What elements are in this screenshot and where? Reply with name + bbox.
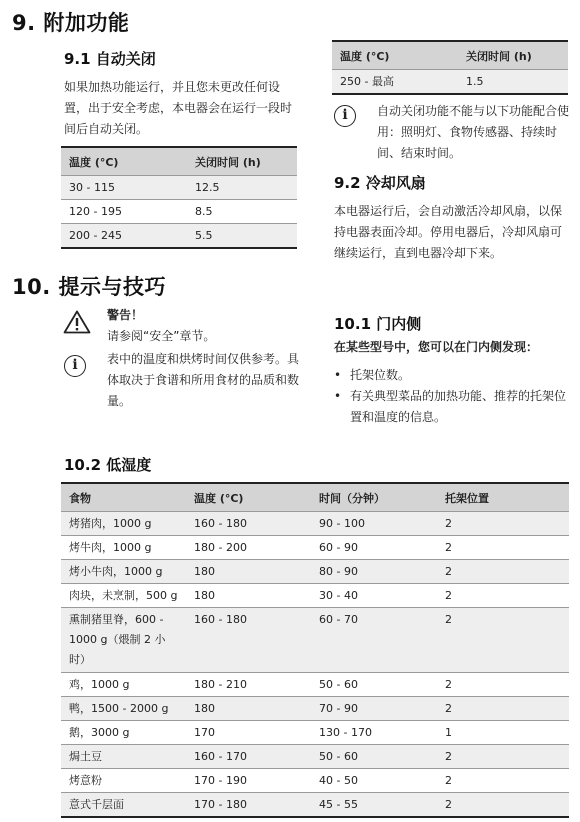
table-row [61, 560, 569, 584]
section-9-title: 9. 附加功能 [12, 11, 130, 35]
section-9-2-text: 本电器运行后，会自动激活冷却风扇，以保持电器表面冷却。停用电器后，冷却风扇可继续运行，直到电器冷却下来。 [334, 204, 563, 260]
section-9-1-text: 如果加热功能运行，并且您未更改任何设置，出于安全考虑，本电器会在运行一段时间后自动关闭。 [64, 80, 293, 136]
table-cell: 意式千层面 [61, 793, 186, 818]
table-row [61, 536, 569, 560]
table-cell: 180 [186, 560, 311, 584]
table-cell: 鹅，3000 g [61, 721, 186, 745]
warning-title: 警告！ [107, 308, 144, 322]
table-cell: 2 [437, 793, 569, 818]
column-header: 食物 [61, 483, 186, 512]
table-row [61, 769, 569, 793]
table-cell: 90 - 100 [311, 512, 437, 536]
section-10-1-title: 10.1 门内侧 [334, 315, 422, 333]
table-cell: 70 - 90 [311, 697, 437, 721]
table-row [61, 224, 297, 249]
warning-icon [63, 310, 91, 334]
door-info-list [334, 365, 570, 428]
table-cell: 180 - 210 [186, 673, 311, 697]
table-cell: 2 [437, 769, 569, 793]
table-cell: 170 - 190 [186, 769, 311, 793]
table-cell: 1 [437, 721, 569, 745]
table-cell: 鸡，1000 g [61, 673, 186, 697]
table-cell: 8.5 [187, 200, 297, 224]
table-cell: 160 - 170 [186, 745, 311, 769]
table-cell: 30 - 40 [311, 584, 437, 608]
table-cell: 180 - 200 [186, 536, 311, 560]
auto-off-table-continued [332, 40, 568, 95]
table-cell: 40 - 50 [311, 769, 437, 793]
tips-info-text: 表中的温度和烘烤时间仅供参考。具体取决于食谱和所用食材的品质和数量。 [107, 352, 300, 408]
table-cell: 80 - 90 [311, 560, 437, 584]
table-cell: 160 - 180 [186, 608, 311, 673]
section-10-1-lead: 在某些型号中，您可以在门内侧发现： [334, 340, 539, 354]
column-header: 温度 (°C) [332, 41, 458, 70]
table-row [61, 793, 569, 818]
table-cell: 12.5 [187, 176, 297, 200]
table-row [61, 584, 569, 608]
table-cell: 2 [437, 673, 569, 697]
section-10-title: 10. 提示与技巧 [12, 275, 167, 299]
table-header-row [61, 147, 297, 176]
section-9-2-title: 9.2 冷却风扇 [334, 174, 426, 192]
table-row [61, 721, 569, 745]
table-cell: 200 - 245 [61, 224, 187, 249]
table-cell: 2 [437, 536, 569, 560]
column-header: 关闭时间 (h) [187, 147, 297, 176]
section-10-2-title: 10.2 低湿度 [64, 456, 152, 474]
section-9-1-title: 9.1 自动关闭 [64, 50, 156, 68]
column-header: 托架位置 [437, 483, 569, 512]
table-header-row [61, 483, 569, 512]
table-row [61, 745, 569, 769]
warning-text: 请参阅“安全”章节。 [107, 329, 216, 343]
table-cell: 鸭，1500 - 2000 g [61, 697, 186, 721]
table-row [61, 200, 297, 224]
table-cell: 30 - 115 [61, 176, 187, 200]
table-cell: 2 [437, 584, 569, 608]
table-cell: 2 [437, 608, 569, 673]
table-row [61, 512, 569, 536]
table-cell: 烤小牛肉，1000 g [61, 560, 186, 584]
auto-off-note: 自动关闭功能不能与以下功能配合使用：照明灯、食物传感器、持续时间、结束时间。 [377, 104, 570, 160]
column-header: 时间（分钟） [311, 483, 437, 512]
table-header-row [332, 41, 568, 70]
table-cell: 50 - 60 [311, 745, 437, 769]
table-cell: 2 [437, 745, 569, 769]
table-cell: 熏制猪里脊，600 - 1000 g（煨制 2 小时） [61, 608, 186, 673]
table-cell: 180 [186, 697, 311, 721]
info-icon: i [64, 355, 86, 377]
table-row [61, 176, 297, 200]
column-header: 关闭时间 (h) [458, 41, 568, 70]
list-item: • 托架位数。 [334, 365, 570, 386]
info-icon: i [334, 105, 356, 127]
column-header: 温度 (°C) [61, 147, 187, 176]
table-cell: 2 [437, 560, 569, 584]
table-cell: 烤意粉 [61, 769, 186, 793]
table-cell: 1.5 [458, 70, 568, 95]
table-cell: 120 - 195 [61, 200, 187, 224]
auto-off-table [61, 146, 297, 249]
table-cell: 170 [186, 721, 311, 745]
table-cell: 60 - 70 [311, 608, 437, 673]
table-cell: 60 - 90 [311, 536, 437, 560]
table-cell: 180 [186, 584, 311, 608]
list-item: • 有关典型菜品的加热功能、推荐的托架位置和温度的信息。 [334, 386, 570, 428]
table-cell: 2 [437, 512, 569, 536]
table-cell: 2 [437, 697, 569, 721]
table-cell: 45 - 55 [311, 793, 437, 818]
table-row [61, 697, 569, 721]
table-cell: 50 - 60 [311, 673, 437, 697]
table-cell: 250 - 最高 [332, 70, 458, 95]
column-header: 温度 (°C) [186, 483, 311, 512]
table-row [61, 673, 569, 697]
table-row [332, 70, 568, 95]
table-cell: 130 - 170 [311, 721, 437, 745]
table-cell: 烤牛肉，1000 g [61, 536, 186, 560]
table-cell: 焗土豆 [61, 745, 186, 769]
low-humidity-table [61, 482, 569, 818]
table-cell: 160 - 180 [186, 512, 311, 536]
table-cell: 烤猪肉，1000 g [61, 512, 186, 536]
table-cell: 170 - 180 [186, 793, 311, 818]
table-cell: 肉块，未烹制，500 g [61, 584, 186, 608]
table-row [61, 608, 569, 673]
table-cell: 5.5 [187, 224, 297, 249]
